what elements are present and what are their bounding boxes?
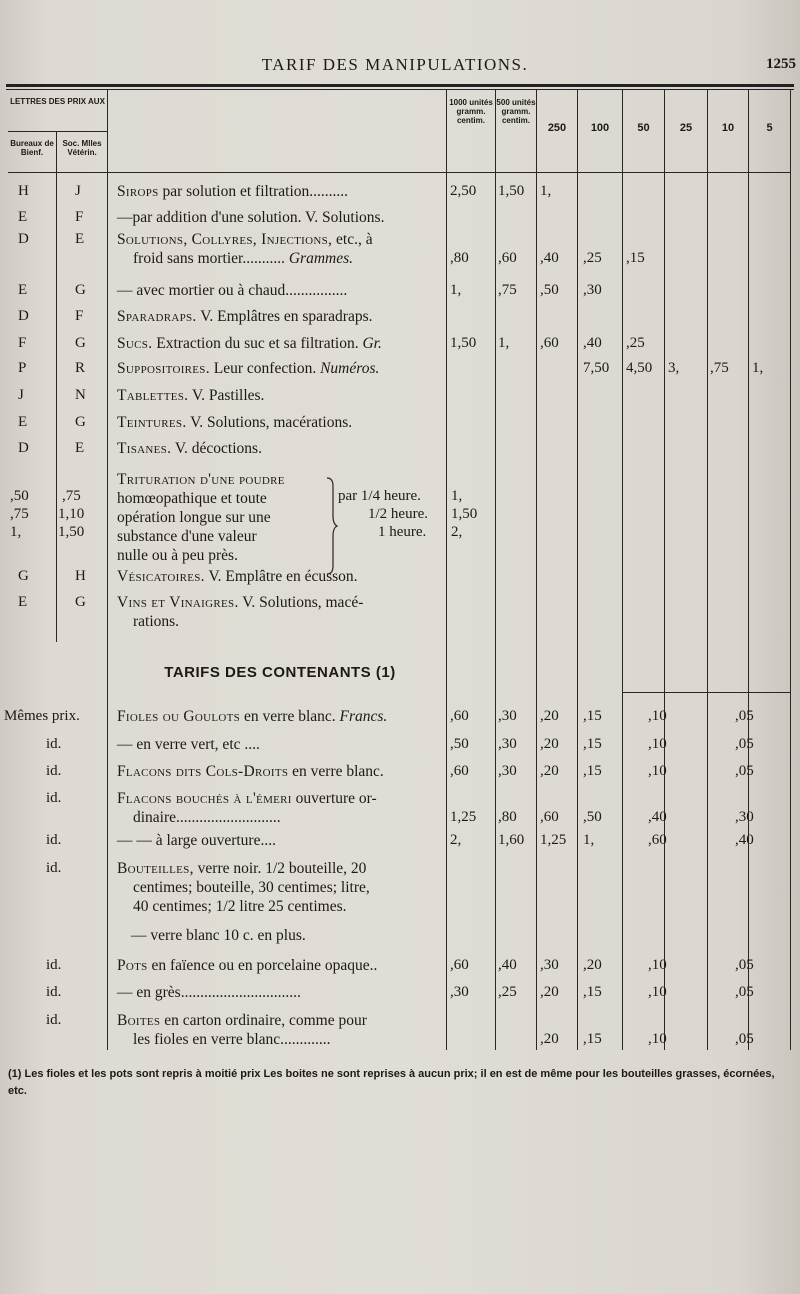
container-price-note: id. (46, 860, 62, 876)
divider-col-5 (748, 90, 749, 1050)
description-line: nulle ou à peu près. (117, 547, 238, 564)
value-cell: ,80 (450, 250, 469, 266)
value-cell: ,15 (583, 984, 602, 1000)
description-line: dinaire........................... (133, 809, 281, 826)
description-line: Tablettes. V. Pastilles. (117, 387, 265, 404)
value-cell: 2,50 (450, 183, 477, 199)
description-line: Flacons dits Cols-Droits en verre blanc. (117, 763, 384, 780)
price-a: G (18, 568, 29, 584)
price-a: E (18, 414, 28, 430)
value-cell: 2, (450, 832, 462, 848)
price-b: G (75, 414, 86, 430)
description-line: Vins et Vinaigres. V. Solutions, macé- (117, 594, 364, 611)
description-line: — en verre vert, etc .... (117, 736, 260, 753)
description (117, 413, 449, 432)
value-cell: 7,50 (583, 360, 610, 376)
header-qty-50: 50 (637, 122, 650, 134)
description-line: Boites en carton ordinaire, comme pour (117, 1012, 367, 1029)
price-b: 1,10 (58, 506, 85, 522)
price-b: G (75, 335, 86, 351)
divider-col-250 (536, 90, 537, 1050)
value-cell: ,05 (735, 984, 754, 1000)
description (117, 386, 449, 405)
value-cell: ,25 (498, 984, 517, 1000)
value-cell: ,05 (735, 957, 754, 973)
description-line: Sirops par solution et filtration.......... (117, 183, 349, 200)
description-line: Solutions, Collyres, Injections, etc., à (117, 231, 373, 248)
top-rule-thin (6, 89, 794, 90)
top-rule (6, 84, 794, 87)
description (117, 439, 449, 458)
value-cell: ,05 (735, 736, 754, 752)
value-cell: ,20 (540, 763, 559, 779)
price-b: 1,50 (58, 524, 85, 540)
value-cell: ,60 (498, 250, 517, 266)
value-cell: ,15 (583, 1031, 602, 1047)
price-b: E (75, 231, 85, 247)
header-bottom-rule (8, 172, 790, 173)
description-line: homœopathique et toute (117, 490, 267, 507)
value-cell: ,30 (735, 809, 754, 825)
value-cell: ,30 (498, 763, 517, 779)
value-cell: ,60 (648, 832, 667, 848)
value-cell: ,30 (540, 957, 559, 973)
header-group-label: LETTRES DES PRIX AUX (10, 97, 105, 106)
duration: 1/2 heure. (368, 506, 428, 522)
header-qty-25: 25 (679, 122, 693, 134)
price-b: F (75, 209, 84, 225)
value-cell: ,15 (626, 250, 645, 266)
container-price-note: id. (46, 763, 62, 779)
value-cell: ,05 (735, 1031, 754, 1047)
value-cell: ,15 (583, 763, 602, 779)
value-cell: ,40 (583, 335, 602, 351)
description-line: centimes; bouteille, 30 centimes; litre, (133, 879, 370, 896)
duration: 1 heure. (378, 524, 427, 540)
description (117, 334, 449, 353)
container-price-note: id. (46, 832, 62, 848)
container-price-note: id. (46, 1012, 62, 1028)
value-cell: ,15 (583, 736, 602, 752)
container-description (117, 735, 449, 754)
value-cell: ,20 (540, 736, 559, 752)
description-line: opération longue sur une (117, 509, 271, 526)
value-cell: ,10 (648, 708, 667, 724)
container-description (117, 859, 449, 945)
description-line: Suppositoires. Leur confection. Numéros. (117, 360, 380, 377)
value-cell: 1, (583, 832, 595, 848)
description-line: — — à large ouverture.... (117, 832, 276, 849)
container-description (117, 707, 449, 726)
value-cell: ,15 (583, 708, 602, 724)
value-cell: ,50 (450, 736, 469, 752)
price-b: G (75, 282, 86, 298)
price-b: E (75, 440, 85, 456)
description-line: Flacons bouchés à l'émeri ouverture or- (117, 790, 377, 807)
price-b: F (75, 308, 84, 324)
container-price-note: Mêmes prix. (4, 708, 80, 724)
value-cell: ,05 (735, 708, 754, 724)
value-cell: ,20 (583, 957, 602, 973)
value-cell: 4,50 (626, 360, 653, 376)
value-cell: 1, (450, 282, 462, 298)
divider-col-25 (664, 90, 665, 1050)
description-line: froid sans mortier........... Grammes. (133, 250, 353, 267)
container-price-note: id. (46, 984, 62, 1000)
header-qty-5: 5 (766, 122, 773, 134)
price-a: ,50 (10, 488, 29, 504)
value-cell: 1,25 (450, 809, 477, 825)
value-cell: ,10 (648, 957, 667, 973)
description-line: Fioles ou Goulots en verre blanc. Francs. (117, 708, 388, 725)
description-line: Bouteilles, verre noir. 1/2 bouteille, 20 (117, 860, 367, 877)
divider-col-50 (622, 90, 623, 1050)
price-b: H (75, 568, 86, 584)
description-line: Vésicatoires. V. Emplâtre en écusson. (117, 568, 358, 585)
description (117, 281, 449, 300)
description-line: Sparadraps. V. Emplâtres en sparadraps. (117, 308, 373, 325)
duration: par 1/4 heure. (338, 488, 421, 504)
price-b: J (75, 183, 81, 199)
footnote: (1) Les fioles et les pots sont repris à moitié prix Les boites ne sont reprises à aucun prix; il en est de même pour les bouteilles grasses, écornées, etc. (8, 1068, 775, 1097)
value-cell: ,25 (626, 335, 645, 351)
container-price-note: id. (46, 736, 62, 752)
value-cell: ,30 (498, 736, 517, 752)
description-line: Pots en faïence ou en porcelaine opaque.. (117, 957, 378, 974)
value-cell: ,60 (540, 335, 559, 351)
container-description (117, 956, 449, 975)
value-cell: ,60 (450, 957, 469, 973)
price-b: ,75 (62, 488, 81, 504)
description-line: —par addition d'une solution. V. Solutions. (117, 209, 385, 226)
price-a: D (18, 231, 29, 247)
price-a: 1, (10, 524, 22, 540)
value-1000: 2, (451, 524, 463, 540)
header-subrule (8, 131, 107, 132)
value-cell: ,05 (735, 763, 754, 779)
description (117, 359, 449, 378)
value-cell: ,75 (710, 360, 729, 376)
divider-col-a (56, 132, 57, 642)
container-description (117, 762, 449, 781)
container-price-note: id. (46, 957, 62, 973)
value-cell: 3, (668, 360, 680, 376)
price-b: R (75, 360, 86, 376)
value-cell: 1,50 (450, 335, 477, 351)
description-line: — verre blanc 10 c. en plus. (131, 927, 306, 944)
containers-rule (622, 692, 790, 693)
description-line: Teintures. V. Solutions, macérations. (117, 414, 353, 431)
value-cell: ,60 (450, 708, 469, 724)
description-line: substance d'une valeur (117, 528, 257, 545)
value-cell: ,60 (540, 809, 559, 825)
header-qty-10: 10 (721, 122, 735, 134)
header-col-a: Bureaux de Bienf. (10, 139, 54, 158)
description-line: — en grès............................... (117, 984, 301, 1001)
value-cell: ,20 (540, 708, 559, 724)
value-cell: ,40 (735, 832, 754, 848)
value-cell: 1,60 (498, 832, 525, 848)
containers-title: TARIFS DES CONTENANTS (1) (164, 664, 396, 681)
description-line: — avec mortier ou à chaud................ (117, 282, 348, 299)
divider-col-500 (495, 90, 496, 1050)
container-description (117, 1011, 449, 1049)
value-1000: 1, (451, 488, 463, 504)
price-b: G (75, 594, 86, 610)
value-cell: ,40 (648, 809, 667, 825)
description-line: Tisanes. V. décoctions. (117, 440, 262, 457)
divider-col-100 (577, 90, 578, 1050)
value-cell: 1,25 (540, 832, 567, 848)
description (117, 567, 449, 586)
divider-col-desc (107, 90, 108, 1050)
price-b: N (75, 387, 86, 403)
price-a: E (18, 594, 28, 610)
value-cell: ,40 (540, 250, 559, 266)
value-cell: ,10 (648, 736, 667, 752)
value-cell: ,50 (583, 809, 602, 825)
value-cell: ,10 (648, 1031, 667, 1047)
description-line: les fioles en verre blanc............. (133, 1031, 331, 1048)
price-a: ,75 (10, 506, 29, 522)
value-cell: ,10 (648, 984, 667, 1000)
value-cell: 1,50 (498, 183, 525, 199)
header-qty-500: 500 unités gramm. centim. (496, 98, 536, 126)
price-a: D (18, 440, 29, 456)
running-title: TARIF DES MANIPULATIONS. (261, 55, 529, 74)
price-a: F (18, 335, 27, 351)
value-cell: ,80 (498, 809, 517, 825)
trituration-description (117, 470, 327, 565)
price-a: J (18, 387, 24, 403)
price-a: P (18, 360, 27, 376)
value-cell: ,10 (648, 763, 667, 779)
header-qty-1000: 1000 unités gramm. centim. (449, 98, 493, 126)
divider-right (790, 90, 791, 1050)
description (117, 307, 449, 326)
brace-left (325, 476, 339, 576)
container-description (117, 789, 449, 827)
description (117, 208, 449, 227)
divider-col-10 (707, 90, 708, 1050)
value-cell: ,25 (583, 250, 602, 266)
value-cell: ,50 (540, 282, 559, 298)
value-cell: 1, (752, 360, 764, 376)
header-col-b: Soc. Mlles Vétérin. (62, 139, 102, 158)
description-line: rations. (133, 613, 180, 630)
container-description (117, 983, 449, 1002)
description-line: Sucs. Extraction du suc et sa filtration. Gr. (117, 335, 382, 352)
container-price-note: id. (46, 790, 62, 806)
value-cell: ,20 (540, 984, 559, 1000)
value-1000: 1,50 (451, 506, 478, 522)
value-cell: 1, (498, 335, 510, 351)
value-cell: ,30 (450, 984, 469, 1000)
value-cell: ,60 (450, 763, 469, 779)
description (117, 182, 449, 201)
price-a: H (18, 183, 29, 199)
value-cell: 1, (540, 183, 552, 199)
value-cell: ,40 (498, 957, 517, 973)
header-qty-100: 100 (590, 122, 610, 134)
value-cell: ,30 (498, 708, 517, 724)
value-cell: ,20 (540, 1031, 559, 1047)
value-cell: ,75 (498, 282, 517, 298)
page-number: 1255 (766, 56, 796, 72)
description-line: Trituration d'une poudre (117, 471, 285, 488)
header-qty-250: 250 (547, 122, 567, 134)
description (117, 593, 449, 631)
price-a: E (18, 209, 28, 225)
description (117, 230, 449, 268)
price-a: D (18, 308, 29, 324)
description-line: 40 centimes; 1/2 litre 25 centimes. (133, 898, 347, 915)
value-cell: ,30 (583, 282, 602, 298)
price-a: E (18, 282, 28, 298)
container-description (117, 831, 449, 850)
